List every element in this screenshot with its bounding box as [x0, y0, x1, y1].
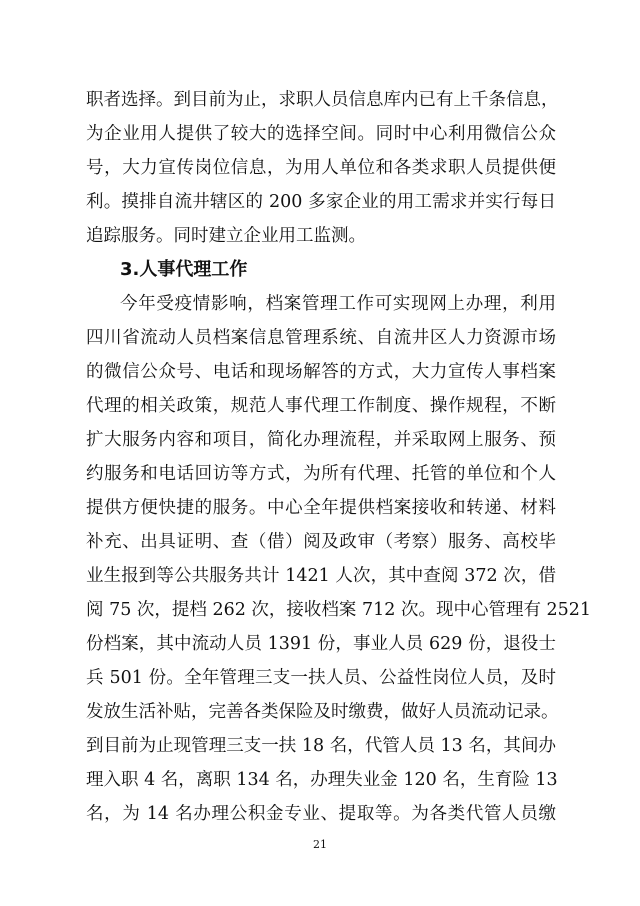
paragraph-1-line-1: 职者选择。到目前为止，求职人员信息库内已有上千条信息， [86, 90, 559, 110]
paragraph-2-line-9: 业生报到等公共服务共计 1421 人次，其中查阅 372 次，借 [86, 566, 556, 586]
section-heading: 3.人事代理工作 [120, 259, 248, 280]
paragraph-2-line-6: 约服务和电话回访等方式，为所有代理、托管的单位和个人 [86, 464, 556, 484]
paragraph-1-line-2: 为企业用人提供了较大的选择空间。同时中心利用微信公众 [86, 124, 556, 144]
paragraph-2-line-11: 份档案，其中流动人员 1391 份，事业人员 629 份，退役士 [86, 634, 556, 654]
paragraph-2-line-8: 补充、出具证明、查（借）阅及政审（考察）服务、高校毕 [86, 532, 556, 552]
paragraph-2-line-1: 今年受疫情影响，档案管理工作可实现网上办理，利用 [120, 294, 556, 314]
paragraph-2-line-15: 理入职 4 名，离职 134 名，办理失业金 120 名，生育险 13 [86, 770, 558, 790]
paragraph-2-line-13: 发放生活补贴，完善各类保险及时缴费，做好人员流动记录。 [86, 702, 559, 722]
paragraph-1-line-3: 号，大力宣传岗位信息，为用人单位和各类求职人员提供便 [86, 158, 556, 178]
paragraph-2-line-3: 的微信公众号、电话和现场解答的方式，大力宣传人事档案 [86, 362, 556, 382]
paragraph-2-line-14: 到目前为止现管理三支一扶 18 名，代管人员 13 名，其间办 [86, 736, 556, 756]
paragraph-2-line-7: 提供方便快捷的服务。中心全年提供档案接收和转递、材料 [86, 498, 556, 518]
paragraph-2-line-5: 扩大服务内容和项目，简化办理流程，并采取网上服务、预 [86, 430, 556, 450]
paragraph-2-line-4: 代理的相关政策，规范人事代理工作制度、操作规程，不断 [86, 396, 556, 416]
paragraph-1-line-4: 利。摸排自流井辖区的 200 多家企业的用工需求并实行每日 [86, 192, 556, 212]
paragraph-1-line-5: 追踪服务。同时建立企业用工监测。 [86, 226, 366, 246]
paragraph-2-line-10: 阅 75 次，提档 262 次，接收档案 712 次。现中心管理有 2521 [86, 600, 592, 620]
paragraph-2-line-12: 兵 501 份。全年管理三支一扶人员、公益性岗位人员，及时 [86, 668, 556, 688]
paragraph-2-line-2: 四川省流动人员档案信息管理系统、自流井区人力资源市场 [86, 328, 556, 348]
paragraph-2-line-16: 名，为 14 名办理公积金专业、提取等。为各类代管人员缴 [86, 804, 556, 824]
page-number: 21 [313, 838, 327, 851]
